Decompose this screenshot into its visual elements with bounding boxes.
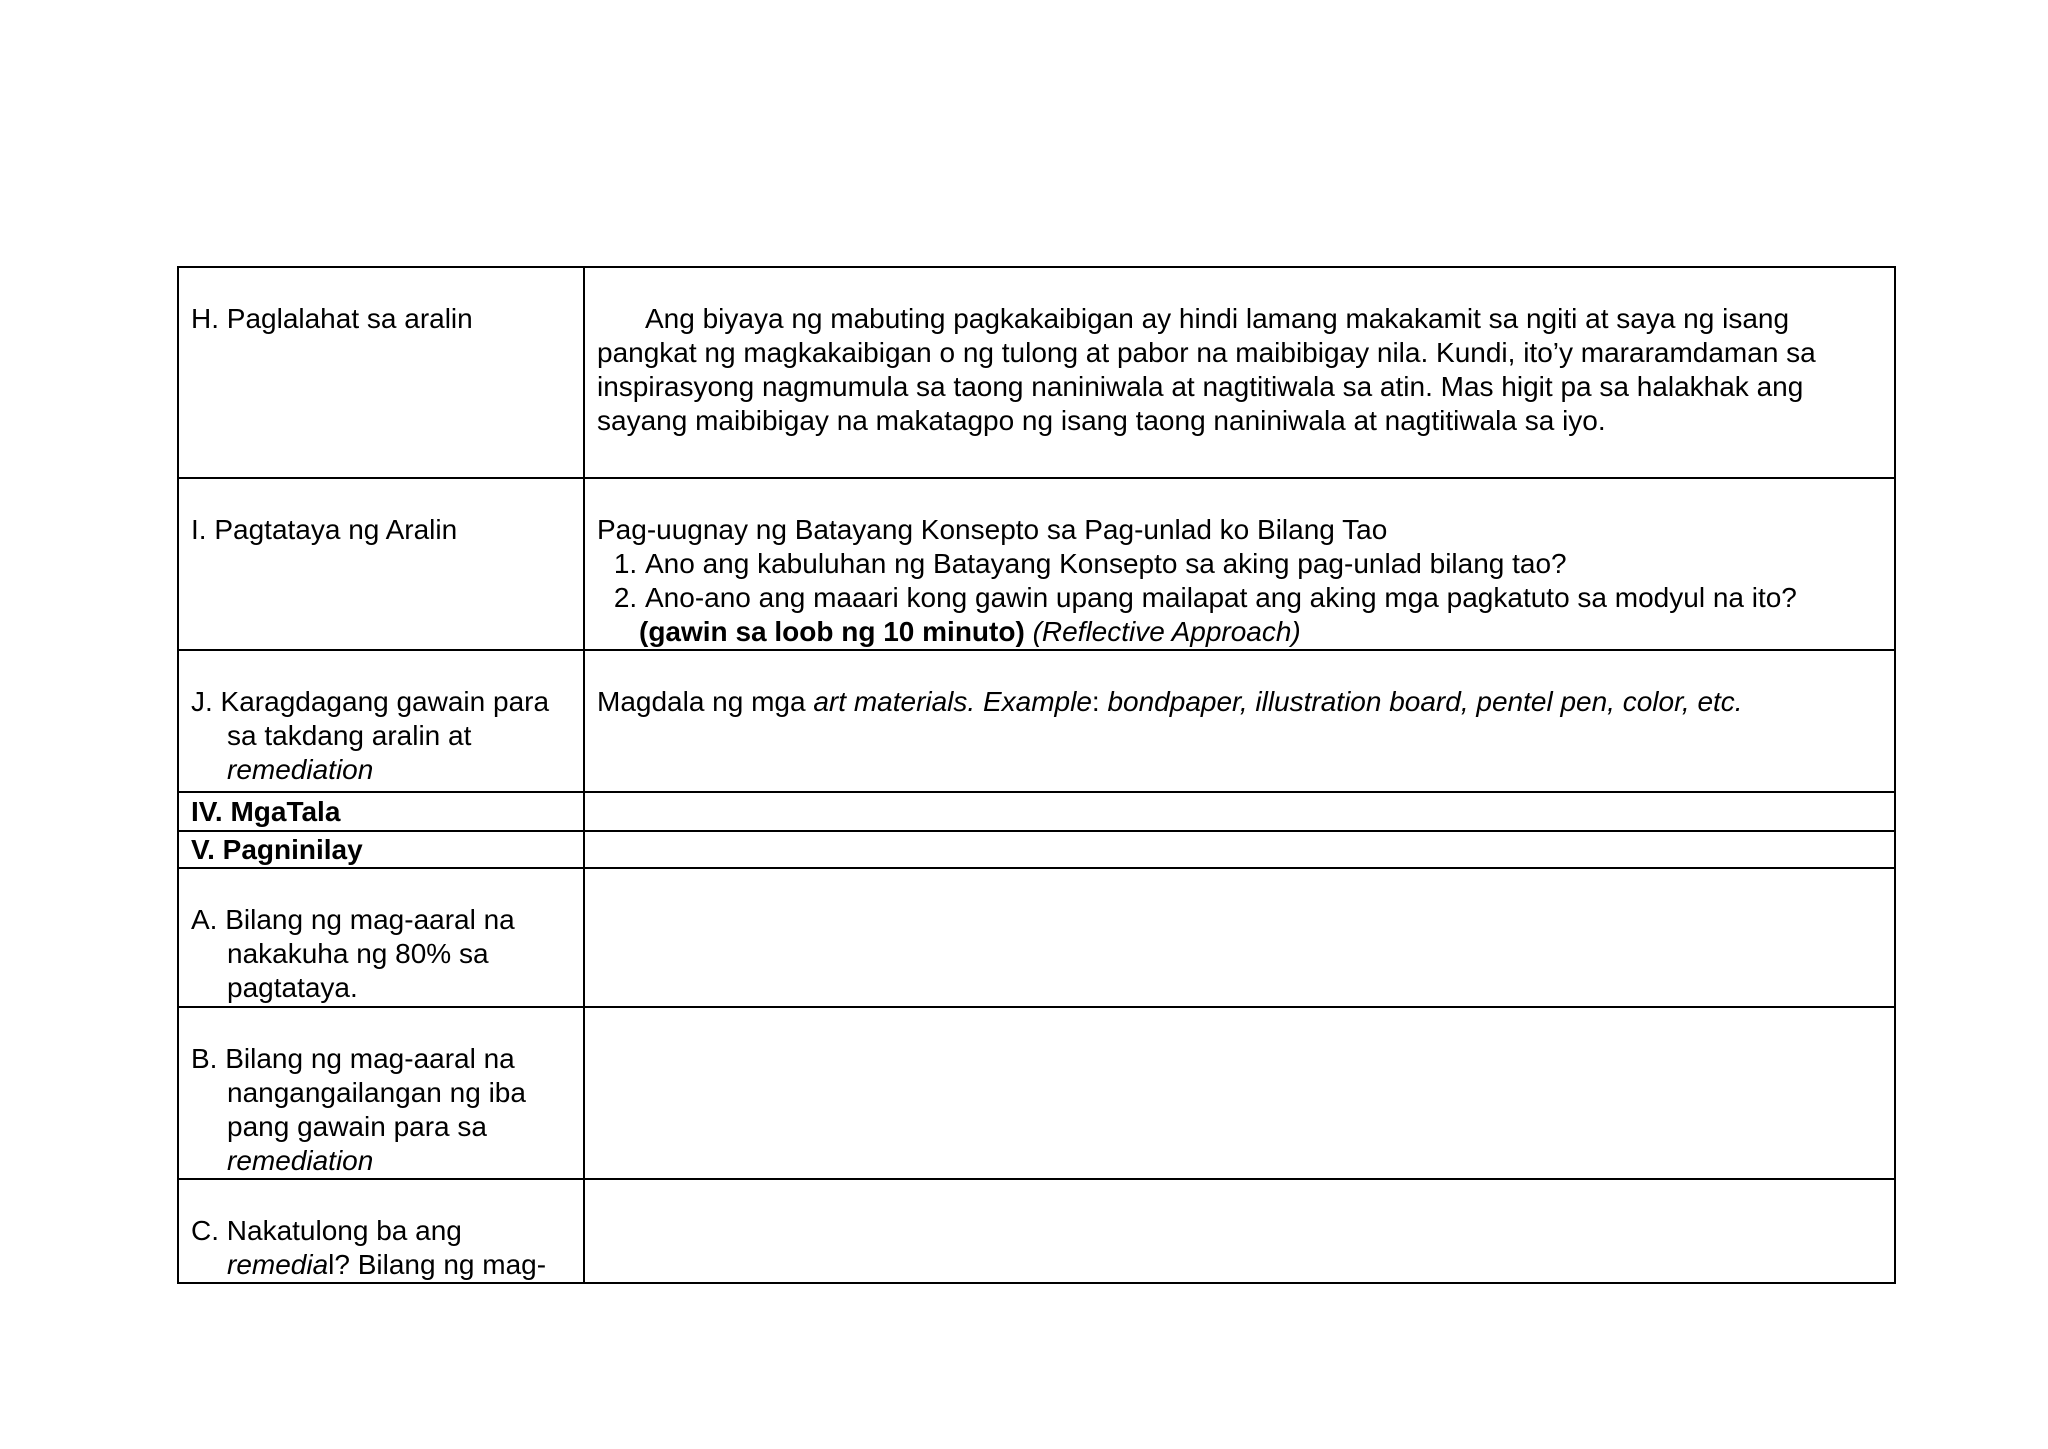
approach-note: (Reflective Approach) xyxy=(1032,616,1301,647)
remediation-word: remediation xyxy=(227,754,374,785)
row-label: J. Karagdagang gawain para sa takdang aralin at remediation xyxy=(191,686,550,785)
row-pagninilay xyxy=(178,831,1895,868)
time-note xyxy=(597,615,1882,649)
row-label: I. Pagtataya ng Aralin xyxy=(191,514,458,545)
generalization-text: Ang biyaya ng mabuting pagkakaibigan ay hindi lamang makakamit sa ngiti at saya ng isang pangkat ng magkakaibigan o ng tulong at pabor na maibibigay nila. Kundi, ito’y mararamdaman sa inspirasyong nagmumula sa taong naniniwala at nagtitiwala sa atin. Mas higit pa sa halakhak ang sayang maibibigay na makatagpo ng isang taong naniniwala at nagtitiwala sa iyo. xyxy=(597,303,1816,436)
row-paglalahat xyxy=(178,267,1895,478)
row-label: H. Paglalahat sa aralin xyxy=(191,303,473,334)
list-item: 1. Ano ang kabuluhan ng Batayang Konsepto sa aking pag-unlad bilang tao? xyxy=(645,547,1882,581)
assessment-heading: Pag-uugnay ng Batayang Konsepto sa Pag-unlad ko Bilang Tao xyxy=(597,514,1388,545)
empty-cell xyxy=(584,1007,1895,1179)
remedial-word: remedia xyxy=(227,1249,329,1280)
row-pagtataya xyxy=(178,478,1895,650)
row-bilang-80 xyxy=(178,868,1895,1007)
content-cell xyxy=(584,650,1895,792)
empty-cell xyxy=(584,868,1895,1007)
assignment-text: Magdala ng mga art materials. Example: bondpaper, illustration board, pentel pen, color, etc. xyxy=(597,686,1743,717)
empty-cell xyxy=(584,1179,1895,1283)
row-label: C. Nakatulong ba ang remedial? Bilang ng mag- xyxy=(191,1215,547,1280)
row-bilang-remediation xyxy=(178,1007,1895,1179)
time-note-bold: (gawin sa loob ng 10 minuto) xyxy=(639,616,1025,647)
section-heading: V. Pagninilay xyxy=(191,833,363,865)
empty-cell xyxy=(584,831,1895,868)
label-cell xyxy=(178,831,584,868)
question-list xyxy=(597,547,1882,615)
lesson-plan-table xyxy=(177,266,1896,1284)
label-cell xyxy=(178,650,584,792)
label-cell xyxy=(178,478,584,650)
empty-cell xyxy=(584,792,1895,831)
remediation-word: remediation xyxy=(227,1145,374,1176)
list-item: 2. Ano-ano ang maaari kong gawin upang mailapat ang aking mga pagkatuto sa modyul na ito? xyxy=(645,581,1882,615)
content-cell xyxy=(584,267,1895,478)
row-label: A. Bilang ng mag-aaral na nakakuha ng 80% sa pagtataya. xyxy=(191,904,515,1003)
label-cell xyxy=(178,1179,584,1283)
label-cell xyxy=(178,267,584,478)
content-cell xyxy=(584,478,1895,650)
row-label: B. Bilang ng mag-aaral na nangangailangan ng iba pang gawain para sa remediation xyxy=(191,1043,526,1176)
label-cell xyxy=(178,792,584,831)
row-karagdagang-gawain xyxy=(178,650,1895,792)
row-mgatala xyxy=(178,792,1895,831)
label-cell xyxy=(178,1007,584,1179)
label-cell xyxy=(178,868,584,1007)
section-heading: IV. MgaTala xyxy=(191,795,341,827)
row-nakatulong xyxy=(178,1179,1895,1283)
